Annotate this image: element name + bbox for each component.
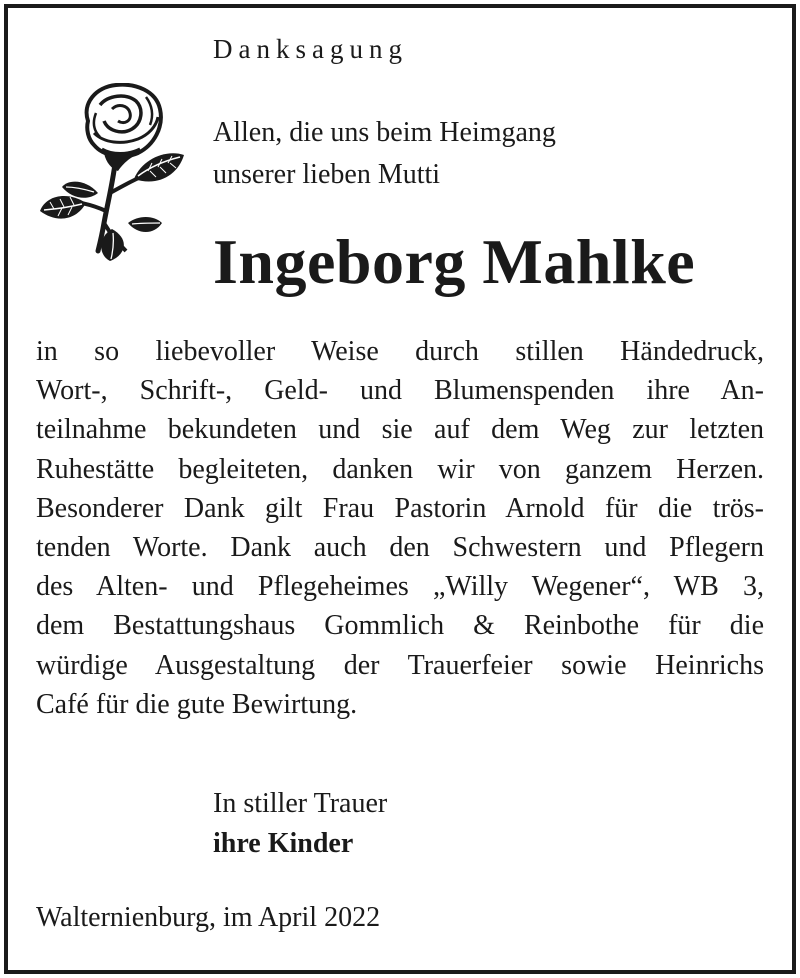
body-line: tenden Worte. Dank auch den Schwestern und Pflegern bbox=[36, 532, 764, 564]
notice-heading: Danksagung bbox=[213, 34, 408, 64]
closing-signature bbox=[213, 784, 387, 864]
rose-icon bbox=[38, 83, 186, 261]
body-line: Besonderer Dank gilt Frau Pastorin Arnold für die trös- bbox=[36, 492, 764, 524]
intro-text bbox=[213, 112, 556, 196]
body-line: Café für die gute Bewirtung. bbox=[36, 688, 358, 720]
body-line: dem Bestattungshaus Gommlich & Reinbothe für die bbox=[36, 610, 764, 642]
body-line: Ruhestätte begleiteten, danken wir von ganzem Herzen. bbox=[36, 453, 764, 485]
body-line: des Alten- und Pflegeheimes „Willy Wegener“, WB 3, bbox=[36, 571, 764, 603]
deceased-name: Ingeborg Mahlke bbox=[213, 226, 696, 297]
place-date: Walternienburg, im April 2022 bbox=[36, 902, 381, 933]
body-line: in so liebevoller Weise durch stillen Händedruck, bbox=[36, 336, 764, 367]
closing-line: In stiller Trauer bbox=[213, 788, 388, 819]
body-line: Wort-, Schrift-, Geld- und Blumenspenden ihre An- bbox=[36, 375, 764, 407]
signatories: ihre Kinder bbox=[213, 828, 354, 859]
intro-line: unserer lieben Mutti bbox=[213, 159, 441, 190]
body-paragraph bbox=[36, 332, 764, 724]
body-line: teilnahme bekundeten und sie auf dem Weg zur letzten bbox=[36, 414, 764, 446]
intro-line: Allen, die uns beim Heimgang bbox=[213, 117, 556, 148]
body-line: würdige Ausgestaltung der Trauerfeier sowie Heinrichs bbox=[36, 649, 764, 681]
